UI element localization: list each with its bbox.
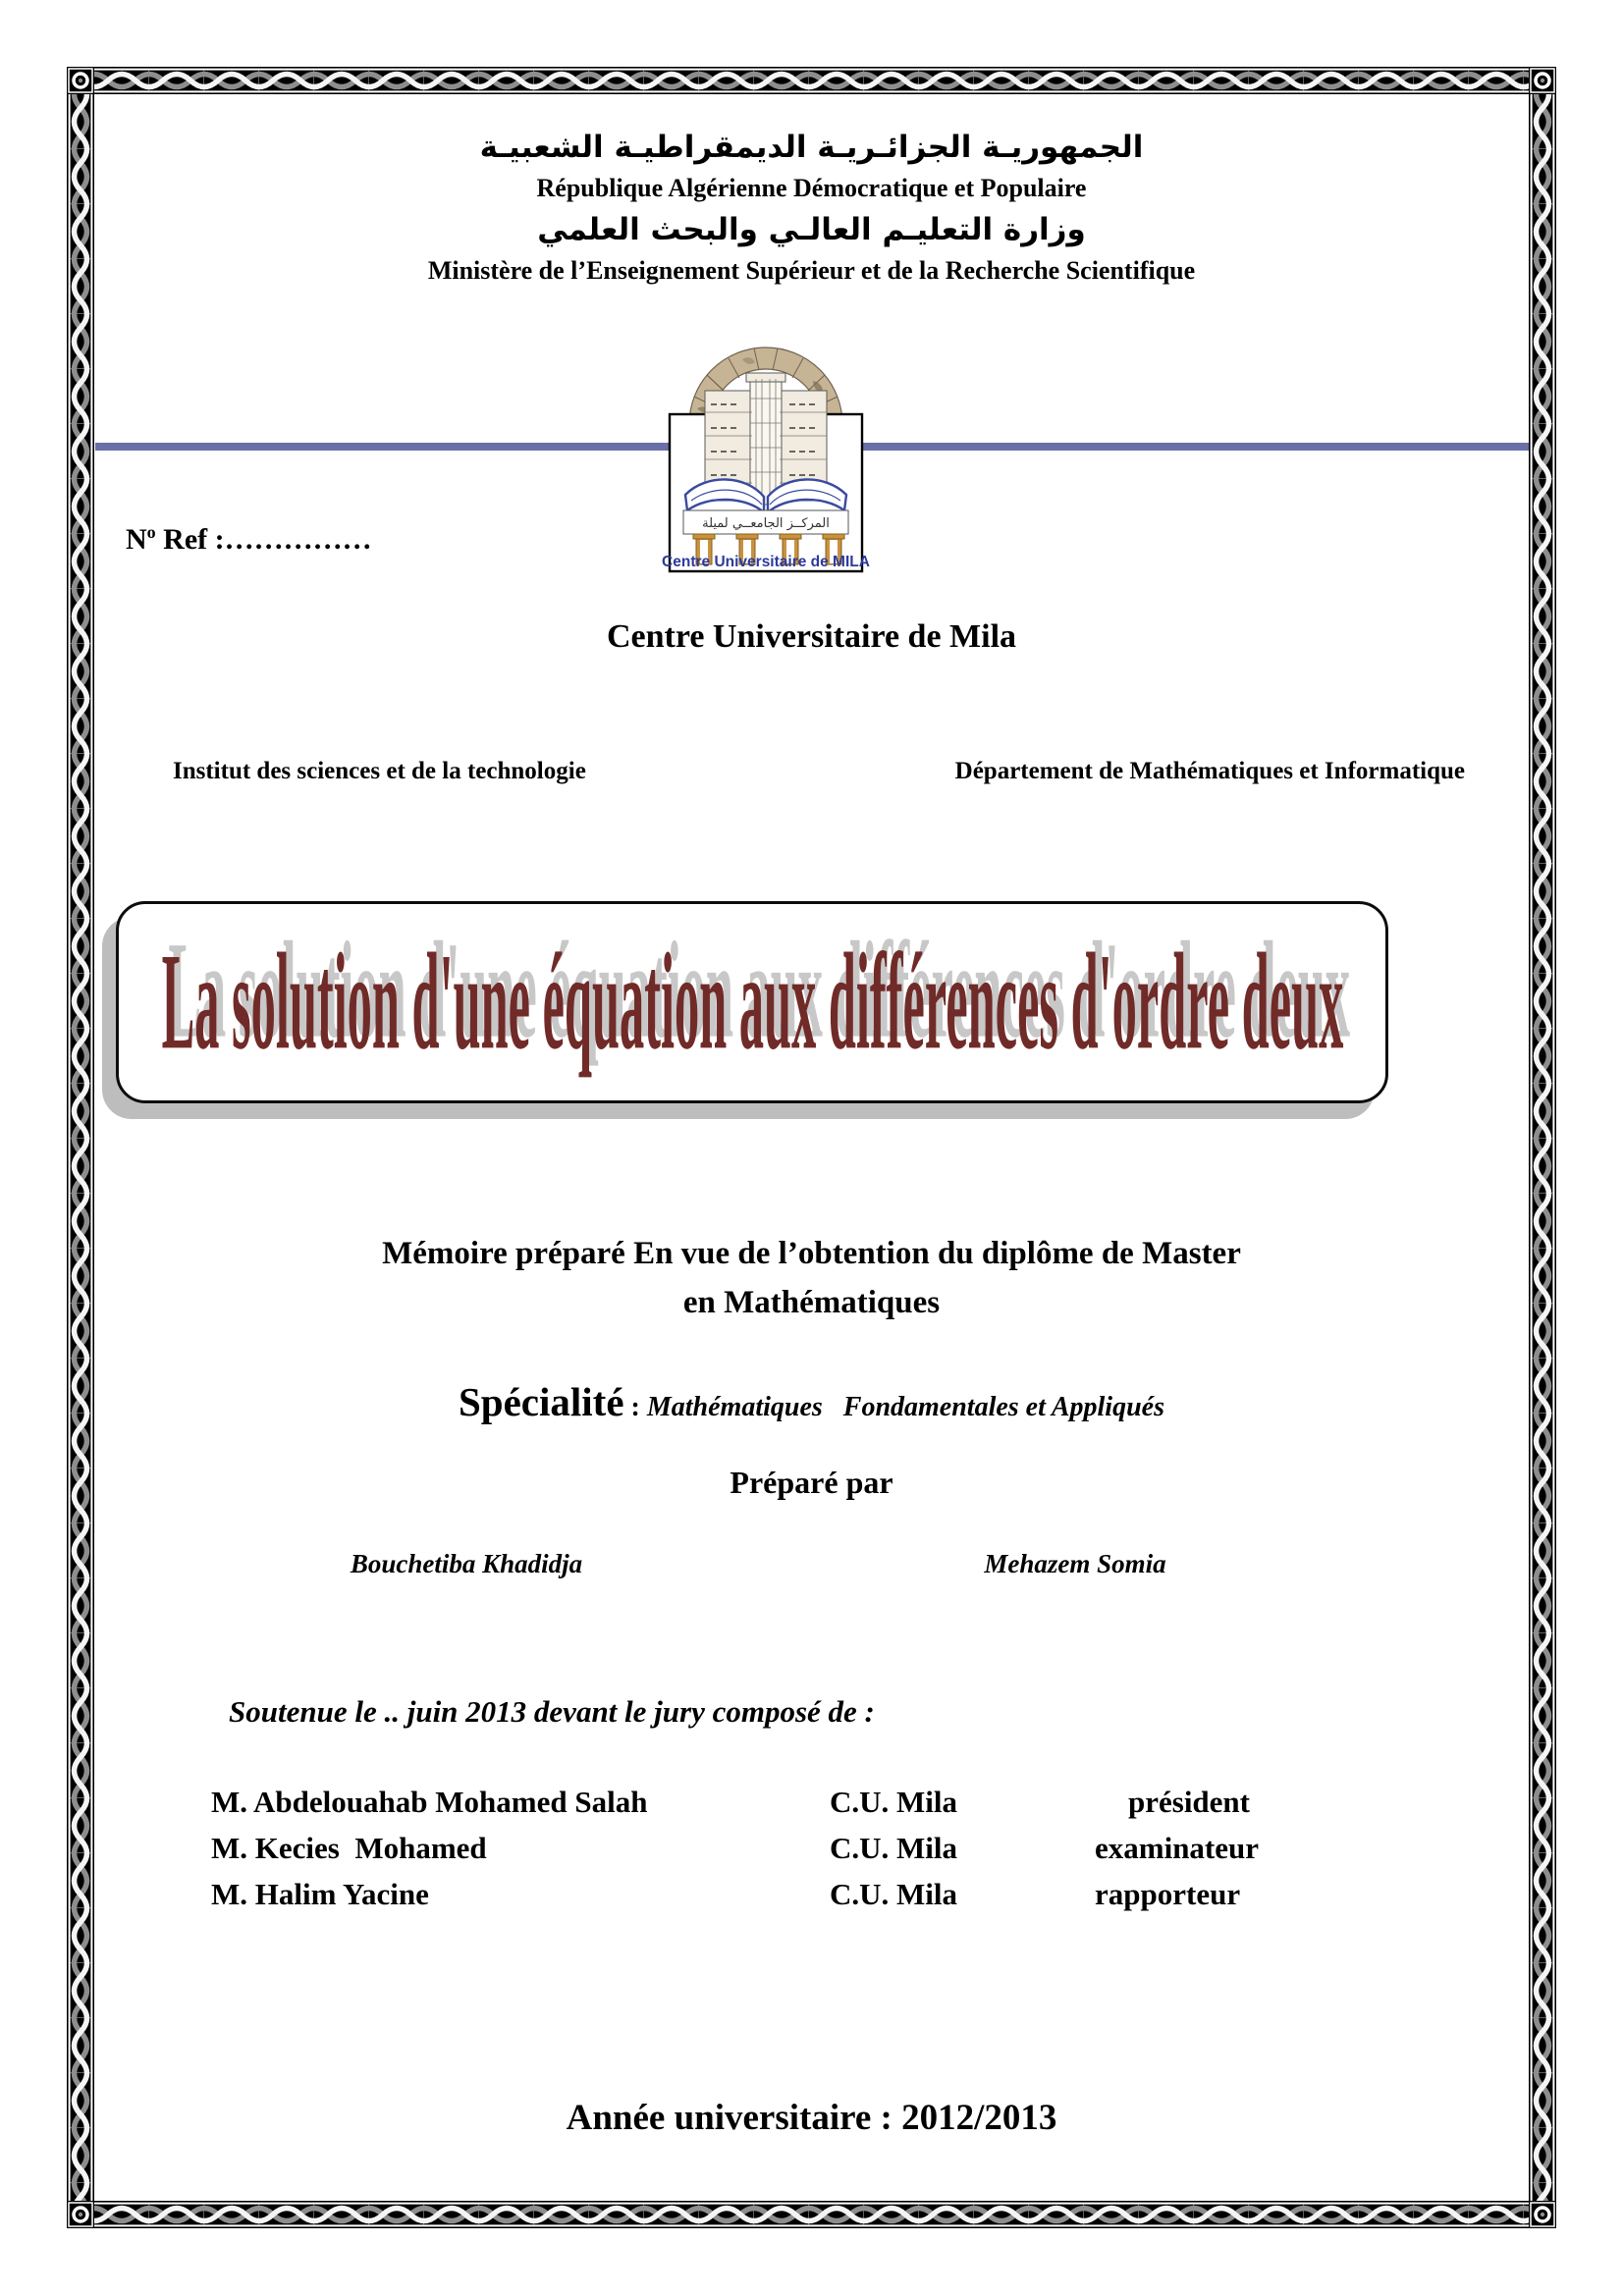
author-2: Mehazem Somia: [984, 1549, 1166, 1578]
republic-line: République Algérienne Démocratique et Populaire: [536, 174, 1087, 202]
defense-line: Soutenue le .. juin 2013 devant le jury composé de :: [229, 1694, 875, 1729]
academic-year: Année universitaire : 2012/2013: [566, 2098, 1057, 2138]
specialty-value: Mathématiques Fondamentales et Appliqués: [646, 1392, 1164, 1422]
jury-affiliation: C.U. Mila: [830, 1831, 958, 1865]
ref-number: [126, 522, 372, 557]
university-name: Centre Universitaire de Mila: [606, 618, 1017, 655]
institute-department-row: [94, 758, 1529, 785]
degree-line-2: en Mathématiques: [682, 1285, 941, 1320]
border-corner-top-right-icon: [1529, 67, 1556, 94]
department-name: Département de Mathématiques et Informatique: [954, 758, 1465, 784]
page-border-left: [67, 94, 94, 2201]
degree-line-1: Mémoire préparé En vue de l’obtention du diplôme de Master: [382, 1236, 1241, 1271]
border-corner-top-left-icon: [67, 67, 94, 94]
institute-name: Institut des sciences et de la technologie: [173, 758, 586, 784]
jury-table: [211, 1779, 1438, 1917]
logo-caption: Centre Universitaire de MILA: [662, 554, 870, 570]
arabic-ministry-line: وزارة التعليـم العالـي والبحث العلمي: [537, 212, 1086, 247]
jury-role: rapporteur: [1095, 1877, 1241, 1911]
page-border-bottom: [94, 2201, 1529, 2228]
specialty-line: [94, 1378, 1529, 1425]
ref-n: N: [126, 523, 147, 556]
specialty-colon: :: [623, 1392, 647, 1422]
arabic-republic-line: الجمهوريـة الجزائـريـة الديمقراطيـة الشعبيـة: [479, 130, 1144, 165]
specialty-label: Spécialité: [459, 1379, 624, 1424]
jury-name: M. Halim Yacine: [211, 1877, 429, 1911]
border-corner-bottom-left-icon: [67, 2201, 94, 2228]
university-logo: [648, 330, 884, 577]
logo-book-arabic: المركــز الجامعــي لميلة: [702, 516, 830, 531]
thesis-title: La solution d'une équation aux différences d'ordre deux: [161, 925, 1343, 1078]
page-border-right: [1529, 94, 1556, 2201]
jury-affiliation: C.U. Mila: [830, 1877, 958, 1911]
degree-block: [94, 1229, 1529, 1327]
ref-sup: o: [146, 522, 156, 542]
ministry-line: Ministère de l’Enseignement Supérieur et de la Recherche Scientifique: [427, 256, 1196, 285]
author-1: Bouchetiba Khadidja: [350, 1549, 583, 1578]
jury-name: M. Abdelouahab Mohamed Salah: [211, 1785, 648, 1819]
jury-role: examinateur: [1095, 1831, 1260, 1865]
prepared-by-label: Préparé par: [730, 1465, 893, 1500]
jury-name: M. Kecies Mohamed: [211, 1831, 487, 1865]
border-corner-bottom-right-icon: [1529, 2201, 1556, 2228]
page-border-top: [94, 67, 1529, 94]
jury-affiliation: C.U. Mila: [830, 1785, 958, 1819]
jury-role: président: [1128, 1785, 1250, 1819]
ref-rest: Ref :……………: [155, 523, 372, 556]
title-banner: [116, 901, 1388, 1103]
header-block: [94, 126, 1529, 291]
